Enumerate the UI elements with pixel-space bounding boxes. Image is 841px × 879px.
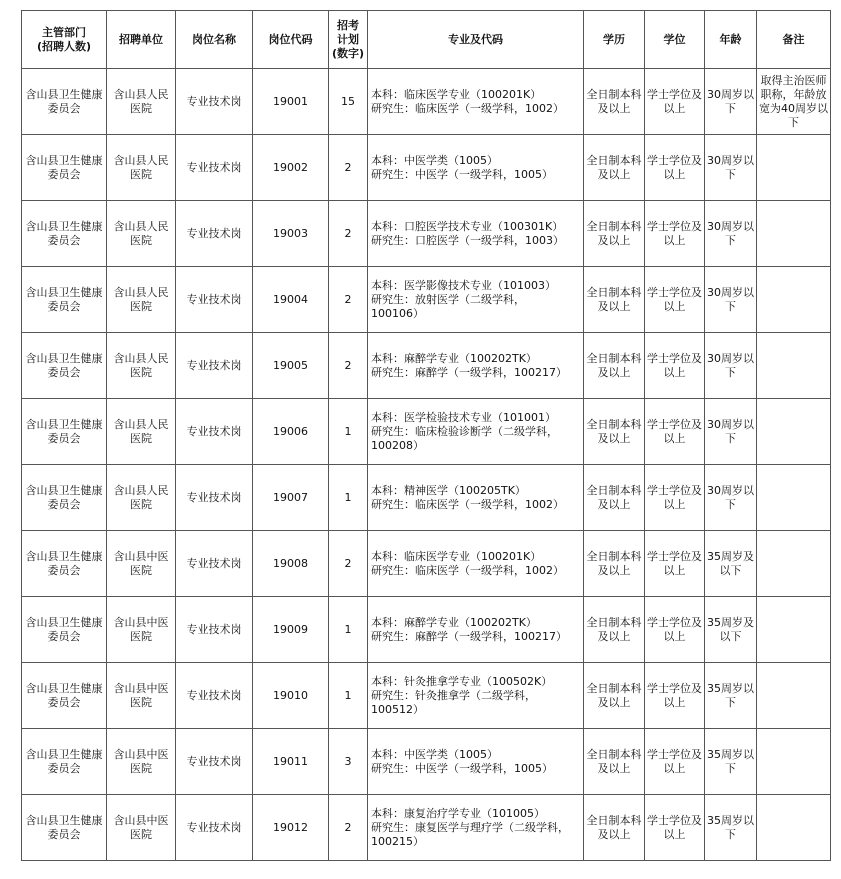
cell-dept: 含山县卫生健康委员会 xyxy=(22,465,107,531)
cell-code: 19004 xyxy=(253,267,329,333)
cell-remark xyxy=(757,267,831,333)
major-line: 本科：康复治疗学专业（101005） xyxy=(371,806,545,820)
cell-dept: 含山县卫生健康委员会 xyxy=(22,795,107,861)
cell-post: 专业技术岗 xyxy=(176,69,253,135)
cell-major xyxy=(368,201,584,267)
cell-age: 30周岁以下 xyxy=(705,69,757,135)
cell-post: 专业技术岗 xyxy=(176,201,253,267)
cell-dept: 含山县卫生健康委员会 xyxy=(22,201,107,267)
cell-code: 19003 xyxy=(253,201,329,267)
major-line: 本科：麻醉学专业（100202TK） xyxy=(371,615,537,629)
major-line: 研究生：临床检验诊断学（二级学科， xyxy=(371,424,558,438)
cell-code: 19007 xyxy=(253,465,329,531)
cell-remark xyxy=(757,795,831,861)
cell-unit: 含山县人民医院 xyxy=(107,201,176,267)
cell-post: 专业技术岗 xyxy=(176,333,253,399)
cell-edu: 全日制本科及以上 xyxy=(584,399,645,465)
header-plan: 招考 计划 (数字) xyxy=(329,11,368,69)
recruitment-table xyxy=(21,10,831,861)
table-row xyxy=(22,201,831,267)
cell-plan: 2 xyxy=(329,135,368,201)
cell-code: 19012 xyxy=(253,795,329,861)
cell-degree: 学士学位及以上 xyxy=(645,267,705,333)
header-row xyxy=(22,11,831,69)
cell-dept: 含山县卫生健康委员会 xyxy=(22,267,107,333)
table-row xyxy=(22,795,831,861)
cell-edu: 全日制本科及以上 xyxy=(584,465,645,531)
cell-major xyxy=(368,333,584,399)
cell-dept: 含山县卫生健康委员会 xyxy=(22,333,107,399)
cell-plan: 3 xyxy=(329,729,368,795)
cell-age: 35周岁以下 xyxy=(705,795,757,861)
cell-plan: 2 xyxy=(329,267,368,333)
cell-remark xyxy=(757,597,831,663)
major-line: 研究生：临床医学（一级学科，1002） xyxy=(371,563,564,577)
cell-edu: 全日制本科及以上 xyxy=(584,531,645,597)
cell-degree: 学士学位及以上 xyxy=(645,597,705,663)
cell-unit: 含山县人民医院 xyxy=(107,69,176,135)
header-post: 岗位名称 xyxy=(176,11,253,69)
cell-plan: 2 xyxy=(329,531,368,597)
cell-remark xyxy=(757,135,831,201)
cell-post: 专业技术岗 xyxy=(176,597,253,663)
cell-remark: 取得主治医师职称，年龄放宽为40周岁以下 xyxy=(757,69,831,135)
cell-unit: 含山县人民医院 xyxy=(107,267,176,333)
table-row xyxy=(22,663,831,729)
cell-age: 30周岁以下 xyxy=(705,399,757,465)
major-line: 本科：麻醉学专业（100202TK） xyxy=(371,351,537,365)
major-line: 本科：中医学类（1005） xyxy=(371,747,498,761)
major-line: 本科：临床医学专业（100201K） xyxy=(371,549,542,563)
cell-age: 35周岁以下 xyxy=(705,729,757,795)
major-line: 研究生：口腔医学（一级学科，1003） xyxy=(371,233,564,247)
header-remark: 备注 xyxy=(757,11,831,69)
major-line: 研究生：放射医学（二级学科， xyxy=(371,292,525,306)
cell-remark xyxy=(757,663,831,729)
cell-major xyxy=(368,399,584,465)
cell-remark xyxy=(757,201,831,267)
cell-dept: 含山县卫生健康委员会 xyxy=(22,597,107,663)
cell-remark xyxy=(757,465,831,531)
cell-code: 19008 xyxy=(253,531,329,597)
cell-edu: 全日制本科及以上 xyxy=(584,135,645,201)
cell-degree: 学士学位及以上 xyxy=(645,69,705,135)
cell-major xyxy=(368,69,584,135)
cell-age: 35周岁及以下 xyxy=(705,597,757,663)
cell-age: 30周岁以下 xyxy=(705,465,757,531)
header-unit: 招聘单位 xyxy=(107,11,176,69)
cell-major xyxy=(368,597,584,663)
header-age: 年龄 xyxy=(705,11,757,69)
table-row xyxy=(22,267,831,333)
major-line: 本科：医学检验技术专业（101001） xyxy=(371,410,556,424)
major-line: 研究生：临床医学（一级学科，1002） xyxy=(371,497,564,511)
cell-major xyxy=(368,531,584,597)
cell-major xyxy=(368,795,584,861)
cell-remark xyxy=(757,531,831,597)
cell-dept: 含山县卫生健康委员会 xyxy=(22,69,107,135)
cell-edu: 全日制本科及以上 xyxy=(584,663,645,729)
cell-plan: 15 xyxy=(329,69,368,135)
major-line: 本科：医学影像技术专业（101003） xyxy=(371,278,556,292)
major-line: 100106） xyxy=(371,306,424,320)
cell-age: 30周岁以下 xyxy=(705,267,757,333)
major-line: 研究生：麻醉学（一级学科，100217） xyxy=(371,629,567,643)
major-line: 100512） xyxy=(371,702,424,716)
table-row xyxy=(22,465,831,531)
cell-post: 专业技术岗 xyxy=(176,795,253,861)
cell-remark xyxy=(757,333,831,399)
cell-dept: 含山县卫生健康委员会 xyxy=(22,531,107,597)
cell-major xyxy=(368,729,584,795)
cell-unit: 含山县中医医院 xyxy=(107,729,176,795)
major-line: 研究生：针灸推拿学（二级学科， xyxy=(371,688,536,702)
cell-degree: 学士学位及以上 xyxy=(645,795,705,861)
cell-code: 19005 xyxy=(253,333,329,399)
cell-age: 30周岁以下 xyxy=(705,333,757,399)
cell-edu: 全日制本科及以上 xyxy=(584,333,645,399)
cell-edu: 全日制本科及以上 xyxy=(584,267,645,333)
cell-edu: 全日制本科及以上 xyxy=(584,69,645,135)
cell-age: 30周岁以下 xyxy=(705,201,757,267)
cell-code: 19010 xyxy=(253,663,329,729)
cell-degree: 学士学位及以上 xyxy=(645,531,705,597)
cell-major xyxy=(368,663,584,729)
cell-age: 35周岁及以下 xyxy=(705,531,757,597)
cell-code: 19011 xyxy=(253,729,329,795)
cell-post: 专业技术岗 xyxy=(176,399,253,465)
cell-unit: 含山县中医医院 xyxy=(107,597,176,663)
table-row xyxy=(22,69,831,135)
major-line: 本科：中医学类（1005） xyxy=(371,153,498,167)
cell-edu: 全日制本科及以上 xyxy=(584,201,645,267)
major-line: 本科：针灸推拿学专业（100502K） xyxy=(371,674,553,688)
header-edu: 学历 xyxy=(584,11,645,69)
cell-degree: 学士学位及以上 xyxy=(645,465,705,531)
cell-code: 19009 xyxy=(253,597,329,663)
major-line: 100215） xyxy=(371,834,424,848)
cell-unit: 含山县人民医院 xyxy=(107,465,176,531)
cell-post: 专业技术岗 xyxy=(176,267,253,333)
cell-unit: 含山县人民医院 xyxy=(107,399,176,465)
cell-plan: 2 xyxy=(329,333,368,399)
cell-edu: 全日制本科及以上 xyxy=(584,795,645,861)
header-code: 岗位代码 xyxy=(253,11,329,69)
cell-age: 35周岁以下 xyxy=(705,663,757,729)
cell-unit: 含山县中医医院 xyxy=(107,663,176,729)
cell-major xyxy=(368,465,584,531)
cell-degree: 学士学位及以上 xyxy=(645,333,705,399)
major-line: 研究生：麻醉学（一级学科，100217） xyxy=(371,365,567,379)
table-row xyxy=(22,531,831,597)
header-degree: 学位 xyxy=(645,11,705,69)
header-major: 专业及代码 xyxy=(368,11,584,69)
cell-degree: 学士学位及以上 xyxy=(645,135,705,201)
cell-remark xyxy=(757,399,831,465)
cell-unit: 含山县中医医院 xyxy=(107,795,176,861)
cell-plan: 1 xyxy=(329,399,368,465)
cell-degree: 学士学位及以上 xyxy=(645,663,705,729)
cell-unit: 含山县人民医院 xyxy=(107,135,176,201)
cell-plan: 2 xyxy=(329,795,368,861)
major-line: 研究生：中医学（一级学科，1005） xyxy=(371,761,553,775)
cell-post: 专业技术岗 xyxy=(176,663,253,729)
cell-remark xyxy=(757,729,831,795)
cell-post: 专业技术岗 xyxy=(176,465,253,531)
cell-plan: 1 xyxy=(329,597,368,663)
major-line: 本科：精神医学（100205TK） xyxy=(371,483,526,497)
cell-plan: 2 xyxy=(329,201,368,267)
major-line: 本科：临床医学专业（100201K） xyxy=(371,87,542,101)
cell-plan: 1 xyxy=(329,465,368,531)
table-row xyxy=(22,729,831,795)
table-row xyxy=(22,135,831,201)
cell-major xyxy=(368,267,584,333)
major-line: 研究生：中医学（一级学科，1005） xyxy=(371,167,553,181)
cell-degree: 学士学位及以上 xyxy=(645,729,705,795)
cell-dept: 含山县卫生健康委员会 xyxy=(22,663,107,729)
cell-dept: 含山县卫生健康委员会 xyxy=(22,399,107,465)
cell-code: 19002 xyxy=(253,135,329,201)
cell-post: 专业技术岗 xyxy=(176,135,253,201)
header-dept: 主管部门 (招聘人数) xyxy=(22,11,107,69)
table-row xyxy=(22,333,831,399)
major-line: 100208） xyxy=(371,438,424,452)
cell-age: 30周岁以下 xyxy=(705,135,757,201)
major-line: 研究生：康复医学与理疗学（二级学科， xyxy=(371,820,569,834)
cell-unit: 含山县中医医院 xyxy=(107,531,176,597)
cell-edu: 全日制本科及以上 xyxy=(584,729,645,795)
cell-degree: 学士学位及以上 xyxy=(645,201,705,267)
table-row xyxy=(22,399,831,465)
cell-post: 专业技术岗 xyxy=(176,531,253,597)
cell-code: 19006 xyxy=(253,399,329,465)
cell-plan: 1 xyxy=(329,663,368,729)
cell-unit: 含山县人民医院 xyxy=(107,333,176,399)
cell-post: 专业技术岗 xyxy=(176,729,253,795)
cell-dept: 含山县卫生健康委员会 xyxy=(22,135,107,201)
table-row xyxy=(22,597,831,663)
major-line: 本科：口腔医学技术专业（100301K） xyxy=(371,219,564,233)
major-line: 研究生：临床医学（一级学科，1002） xyxy=(371,101,564,115)
cell-degree: 学士学位及以上 xyxy=(645,399,705,465)
cell-dept: 含山县卫生健康委员会 xyxy=(22,729,107,795)
cell-code: 19001 xyxy=(253,69,329,135)
cell-major xyxy=(368,135,584,201)
cell-edu: 全日制本科及以上 xyxy=(584,597,645,663)
